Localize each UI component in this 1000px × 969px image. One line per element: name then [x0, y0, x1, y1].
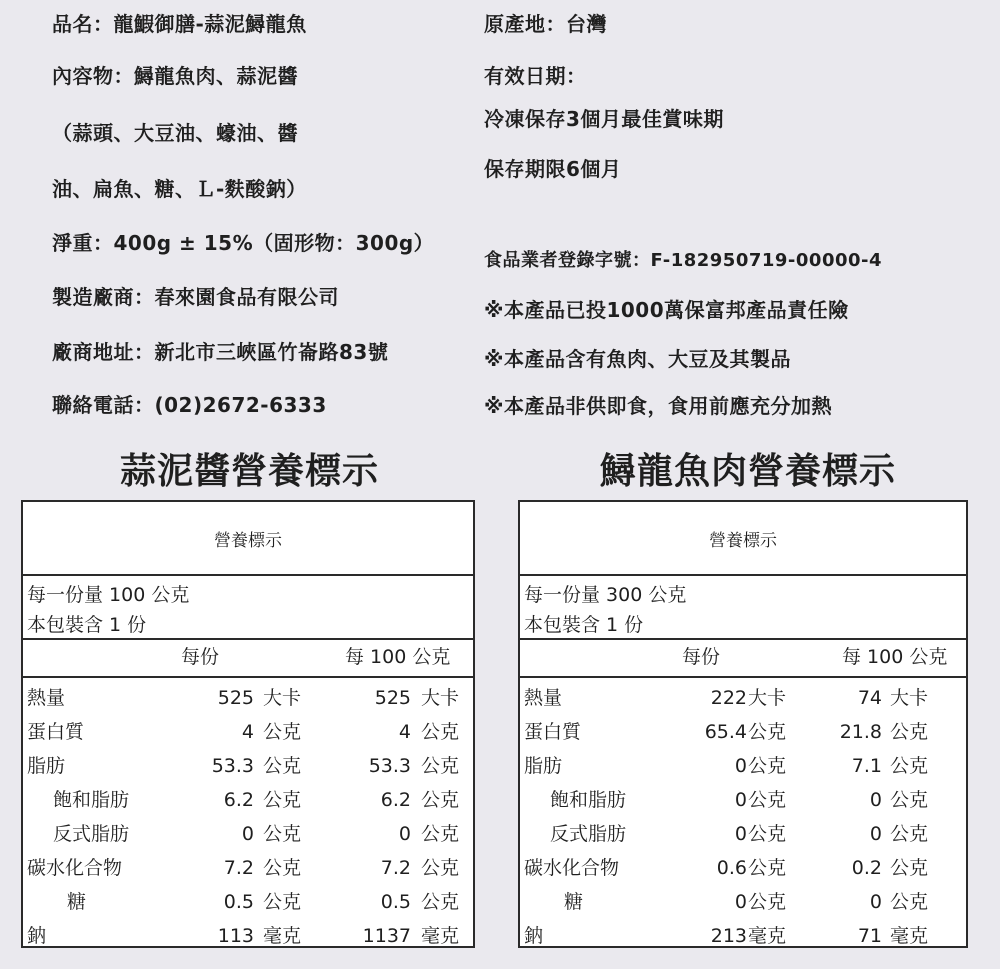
per-serving-header: 每份 [682, 646, 721, 668]
nutrient-rows [23, 678, 473, 953]
per-serving-value: 0.6 [716, 857, 747, 879]
per-100g-unit: 公克 [421, 823, 460, 845]
table-row [520, 749, 966, 783]
nutrient-label: 蛋白質 [524, 721, 582, 743]
per-100g-value: 7.2 [380, 857, 411, 879]
per-serving-value: 0 [241, 823, 254, 845]
per-100g-unit: 大卡 [421, 687, 460, 709]
per-100g-unit: 公克 [890, 755, 929, 777]
per-100g-unit: 公克 [421, 789, 460, 811]
table-header: 營養標示 [23, 502, 473, 576]
per-serving-value: 0 [734, 755, 747, 777]
net-weight: 淨重：400g ± 15%（固形物：300g） [52, 231, 435, 255]
per-serving-value: 0 [734, 823, 747, 845]
ingredients-line-3: 油、扁魚、糖、Ｌ-麩酸鈉） [52, 177, 307, 201]
expiry-label: 有效日期： [484, 64, 587, 88]
column-header [23, 640, 473, 678]
table-row [520, 783, 966, 817]
per-100g-header: 每 100 公克 [842, 646, 948, 668]
per-serving-value: 7.2 [223, 857, 254, 879]
column-header [520, 640, 966, 678]
nutrient-rows [520, 678, 966, 953]
servings-per-package: 本包裝含 1 份 [524, 614, 644, 636]
serving-info [23, 576, 473, 640]
per-serving-value: 6.2 [223, 789, 254, 811]
per-serving-value: 113 [217, 925, 254, 947]
per-serving-unit: 公克 [263, 857, 302, 879]
per-serving-value: 65.4 [704, 721, 747, 743]
nutrient-label: 碳水化合物 [27, 857, 123, 879]
per-100g-value: 4 [398, 721, 411, 743]
nutrient-label: 飽和脂肪 [53, 789, 130, 811]
per-100g-unit: 公克 [890, 789, 929, 811]
contact-phone: 聯絡電話：(02)2672-6333 [52, 393, 327, 417]
table-row [520, 817, 966, 851]
shelf-life-note: 保存期限6個月 [484, 157, 622, 181]
per-serving-unit: 公克 [748, 721, 787, 743]
per-serving-unit: 公克 [263, 823, 302, 845]
per-100g-value: 525 [374, 687, 411, 709]
nutrient-label: 蛋白質 [27, 721, 85, 743]
per-serving-unit: 大卡 [748, 687, 787, 709]
per-100g-value: 0 [869, 823, 882, 845]
cooking-note: ※本產品非供即食，食用前應充分加熱 [484, 394, 832, 418]
per-serving-value: 0.5 [223, 891, 254, 913]
nutrient-label: 鈉 [27, 925, 47, 947]
per-100g-value: 74 [857, 687, 882, 709]
per-100g-value: 0.5 [380, 891, 411, 913]
table-row [520, 919, 966, 953]
table-row [520, 715, 966, 749]
table-row [23, 681, 473, 715]
per-100g-value: 0 [869, 789, 882, 811]
nutrient-label: 熱量 [524, 687, 563, 709]
per-100g-unit: 公克 [421, 721, 460, 743]
per-serving-value: 4 [241, 721, 254, 743]
nutrient-label: 脂肪 [27, 755, 66, 777]
table-row [520, 681, 966, 715]
manufacturer: 製造廠商：春來園食品有限公司 [52, 285, 339, 309]
per-100g-unit: 公克 [421, 755, 460, 777]
per-serving-unit: 公克 [263, 755, 302, 777]
per-serving-unit: 公克 [263, 891, 302, 913]
per-serving-unit: 公克 [263, 789, 302, 811]
per-serving-value: 0 [734, 789, 747, 811]
insurance-note: ※本產品已投1000萬保富邦產品責任險 [484, 298, 849, 322]
per-100g-unit: 公克 [890, 823, 929, 845]
nutrient-label: 飽和脂肪 [550, 789, 627, 811]
per-100g-unit: 公克 [890, 891, 929, 913]
per-serving-unit: 公克 [748, 755, 787, 777]
table-row [23, 851, 473, 885]
per-serving-value: 222 [710, 687, 747, 709]
per-serving-value: 525 [217, 687, 254, 709]
nutrient-label: 鈉 [524, 925, 544, 947]
nutrient-label: 脂肪 [524, 755, 563, 777]
nutrient-label: 糖 [67, 891, 87, 913]
per-serving-unit: 公克 [748, 857, 787, 879]
per-100g-value: 71 [857, 925, 882, 947]
table-row [23, 885, 473, 919]
ingredients-line-1: 內容物：鱘龍魚肉、蒜泥醬 [52, 64, 298, 88]
registration-number: 食品業者登錄字號：F-182950719-00000-4 [484, 250, 883, 271]
nutrient-label: 熱量 [27, 687, 66, 709]
per-100g-unit: 大卡 [890, 687, 929, 709]
table-row [23, 919, 473, 953]
per-serving-unit: 大卡 [263, 687, 302, 709]
best-before-note: 冷凍保存3個月最佳賞味期 [484, 107, 724, 131]
per-100g-unit: 公克 [421, 857, 460, 879]
right-nutrition-table [518, 500, 968, 948]
per-serving-value: 0 [734, 891, 747, 913]
table-row [23, 715, 473, 749]
per-serving-unit: 毫克 [263, 925, 302, 947]
per-100g-value: 53.3 [368, 755, 411, 777]
per-100g-unit: 公克 [890, 857, 929, 879]
table-header: 營養標示 [520, 502, 966, 576]
table-row [520, 851, 966, 885]
left-nutrition-table [21, 500, 475, 948]
right-section-title: 鱘龍魚肉營養標示 [600, 451, 897, 492]
per-100g-value: 7.1 [851, 755, 882, 777]
per-serving-unit: 公克 [748, 789, 787, 811]
nutrient-label: 碳水化合物 [524, 857, 620, 879]
servings-per-package: 本包裝含 1 份 [27, 614, 147, 636]
per-100g-unit: 公克 [890, 721, 929, 743]
serving-size: 每一份量 100 公克 [27, 584, 190, 606]
serving-size: 每一份量 300 公克 [524, 584, 687, 606]
per-100g-value: 0.2 [851, 857, 882, 879]
nutrient-label: 反式脂肪 [550, 823, 627, 845]
per-serving-unit: 毫克 [748, 925, 787, 947]
per-100g-unit: 毫克 [421, 925, 460, 947]
per-serving-unit: 公克 [748, 891, 787, 913]
left-section-title: 蒜泥醬營養標示 [120, 451, 380, 492]
table-row [23, 783, 473, 817]
per-serving-value: 53.3 [211, 755, 254, 777]
per-100g-value: 6.2 [380, 789, 411, 811]
per-serving-unit: 公克 [748, 823, 787, 845]
table-row [23, 749, 473, 783]
origin: 原產地：台灣 [484, 12, 607, 36]
per-100g-unit: 毫克 [890, 925, 929, 947]
per-100g-value: 1137 [362, 925, 411, 947]
per-serving-unit: 公克 [263, 721, 302, 743]
table-row [520, 885, 966, 919]
per-serving-header: 每份 [181, 646, 220, 668]
allergen-note: ※本產品含有魚肉、大豆及其製品 [484, 347, 791, 371]
nutrient-label: 反式脂肪 [53, 823, 130, 845]
serving-info [520, 576, 966, 640]
per-serving-value: 213 [710, 925, 747, 947]
per-100g-header: 每 100 公克 [345, 646, 451, 668]
nutrient-label: 糖 [564, 891, 584, 913]
table-row [23, 817, 473, 851]
per-100g-value: 21.8 [839, 721, 882, 743]
per-100g-unit: 公克 [421, 891, 460, 913]
ingredients-line-2: （蒜頭、大豆油、蠔油、醬 [52, 121, 298, 145]
per-100g-value: 0 [398, 823, 411, 845]
per-100g-value: 0 [869, 891, 882, 913]
product-name: 品名：龍鰕御膳-蒜泥鱘龍魚 [52, 12, 307, 36]
manufacturer-address: 廠商地址：新北市三峽區竹崙路83號 [52, 340, 389, 364]
